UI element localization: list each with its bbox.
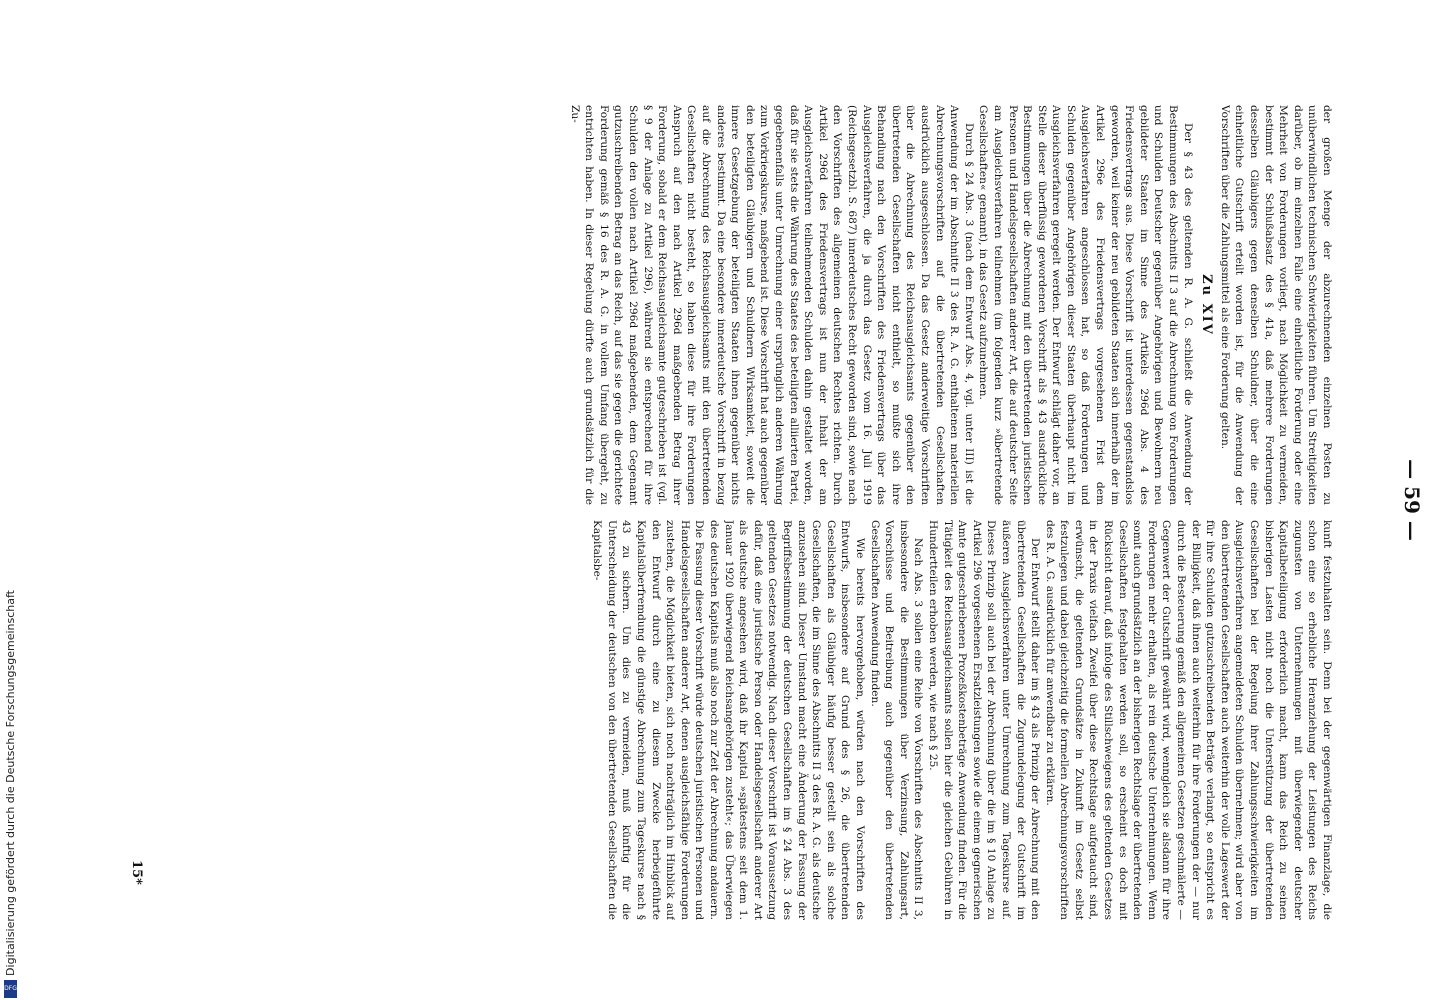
paragraph: Nach Abs. 3 sollen eine Reihe von Vorschriften des Abschnitts II 3, insbesondere die Bestimmungen über Verzinsung, Zahlungsart, Vorschüsse und Beitreibung auch gegenüber den übertretenden Gesellschaften Anwendung finden. (868, 520, 925, 920)
signature-mark: 15* (129, 860, 144, 885)
paragraph: Durch § 24 Abs. 3 (nach dem Entwurf Abs. 4, vgl. unter III) ist die Anwendung der im Abschnitte II 3 des R. A. G. enthaltenen materiellen Abrechnungsvorschriften auf die übertretenden Gesellschaften ausdrücklich ausgeschlossen. Da das Gesetz anderweitige Vorschriften über die Abrechnung des Reichsausgleichsamts gegenüber den übertretenden Gesellschaften nicht enthielt, so mußte sich ihre Behandlung nach den Vorschriften des Friedensvertrags über das Ausgleichsverfahren, die ja durch das Gesetz vom 16. Juli 1919 (Reichsgesetzbl. S. 687) innerdeutsches Recht geworden sind, sowie nach den Vorschriften des allgemeinen deutschen Rechtes richten. Durch Artikel 296d des Friedensvertrags ist nun der Inhalt der am Ausgleichsverfahren teilnehmenden Schulden dahin gestaltet worden, daß für sie stets die Währung des Staates des beteiligten alliierten Partei, gegebenenfalls unter Umrechnung einer ursprünglich anderen Währung zum Vorkriegskurse, maßgebend ist. Diese Vorschrift hat auch gegenüber den beteiligten Gläubigern und Schuldnern Wirksamkeit, soweit die innere Gesetzgebung der beteiligten Staaten ihnen gegenüber nichts anderes bestimmt. Da eine besondere innerdeutsche Vorschrift in bezug auf die Abrechnung des Reichsausgleichsamts mit den übertretenden Gesellschaften nicht besteht, so haben diese für ihre Forderungen Anspruch auf den nach Artikel 296d maßgebenden Betrag ihrer Forderung, sobald er dem Reichsausgleichsamte gutgeschrieben ist (vgl. § 9 der Anlage zu Artikel 296), während sie entsprechend für ihre Schulden den vollen nach Artikel 296d maßgebenden, dem Gegenamt gutzuschreibenden Betrag an das Reich, auf das sie gegen die gerichtete Forderung gemäß § 16 des R. A. G. in vollem Umfang übergeht, zu entrichten haben. In dieser Regelung dürfte auch grundsätzlich für die Zu- (568, 105, 975, 505)
left-column (124, 105, 1334, 505)
paragraph: der großen Menge der abzurechnenden einzelnen Posten zu unüberwindlichen technischen Schwierigkeiten führen. Um Streitigkeiten darüber, ob im einzelnen Falle eine einheitliche Forderung oder eine Mehrheit von Forderungen vorliegt, nach Möglichkeit zu vermeiden, bestimmt der Schlußabsatz des § 41a, daß mehrere Forderungen desselben Gläubigers gegen denselben Schuldner, über die eine einheitliche Gutschrift erteilt worden ist, für die Anwendung der Vorschriften über die Zahlungsmittel als eine Forderung gelten. (1218, 105, 1333, 505)
dfg-logo-icon: DFG (4, 980, 17, 998)
paragraph: kunft festzuhalten sein. Denn bei der gegenwärtigen Finanzlage, die schon eine so erhebliche Heranziehung der Leistungen des Reichs zugunsten von Unternehmungen mit überwiegender deutscher Kapitalbeteiligung erforderlich macht, kann das Reich zu seinen bisherigen Lasten nicht noch die Unterstützung der übertretenden Gesellschaften bei der Regelung ihrer Zahlungsschwierigkeiten im Ausgleichsverfahren angemeldeten Schulden übernehmen; wird aber von den übertretenden Gesellschaften auch weiterhin der volle Lageswert der für ihre Schulden gutzuschreibenden Beträge verlangt, so entspricht es der Billigkeit, daß ihnen auch weiterhin für ihre Forderungen der — nur durch die Besteuerung gemäß den allgemeinen Gesetzen geschmälerte — Gegenwert der Gutschrift gewährt wird, wenngleich sie alsdann für ihre Forderungen mehr erhalten, als rein deutsche Unternehmungen. Wenn somit auch grundsätzlich an der bisherigen Rechtslage der übertretenden Gesellschaften festgehalten werden soll, so erscheint es doch mit Rücksicht darauf, daß infolge des Stillschweigens des geltenden Gesetzes in der Praxis vielfach Zweifel über diese Rechtslage aufgetaucht sind, erwünscht, die geltenden Grundsätze in Zukunft im Gesetz selbst festzulegen und dabei gleichzeitig die formellen Abrechnungsvorschriften des R. A. G. ausdrücklich für anwendbar zu erklären. (1043, 520, 1333, 920)
right-column (124, 520, 1334, 920)
paragraph: Der § 43 des geltenden R. A. G. schließt die Anwendung der Bestimmungen des Abschnitts II 3 auf die Abrechnung von Forderungen und Schulden Deutscher gegenüber Angehörigen und Bewohnern neu gebildeter Staaten im Sinne des Artikels 296d Abs. 4 des Friedensvertrags aus. Diese Vorschrift ist unterdessen gegenstandslos geworden, weil keiner der neu gebildeten Staaten sich innerhalb der im Artikel 296e des Friedensvertrags vorgesehenen Frist dem Ausgleichsverfahren angeschlossen hat, so daß Forderungen und Schulden gegenüber Angehörigen dieser Staaten überhaupt nicht im Ausgleichsverfahren geregelt werden. Der Entwurf schlägt daher vor, an Stelle dieser überflüssig gewordenen Vorschrift als § 43 ausdrückliche Bestimmungen über die Abrechnung mit den übertretenden juristischen Personen und Handelsgesellschaften anderer Art, die auf deutscher Seite am Ausgleichsverfahren teilnehmen (im folgenden kurz »übertretende Gesellschaften« genannt), in das Gesetz aufzunehmen. (977, 105, 1194, 505)
page-number: — 59 — (1400, 459, 1424, 541)
digitization-credit: Digitalisierung gefördert durch die Deutsche Forschungsgemeinschaft (4, 590, 17, 976)
section-heading: Zu XIV (1199, 274, 1215, 336)
paragraph: Der Entwurf stellt daher im § 43 als Prinzip der Abrechnung mit den übertretenden Gesellschaften die Zugrundelegung der Gutschrift im äußeren Ausgleichsverfahren unter Umrechnung zum Tageskurse auf. Dieses Prinzip soll auch bei der Abrechnung über die im § 10 Anlage zu Artikel 296 vorgesehenen Ersatzleistungen sowie die einem gegnerischen Amte gutgeschriebenen Prozeßkostenbeträge Anwendung finden. Für die Tätigkeit des Reichsausgleichsamts sollen hier die gleichen Gebühren in Hundertteilen erhoben werden, wie nach § 25. (926, 520, 1042, 920)
paragraph: Wie bereits hervorgehoben, würden nach den Vorschriften des Entwurfs, insbesondere auf Grund des § 26, die übertretenden Gesellschaften als Gläubiger häufig besser gestellt sein als solche Gesellschaften, die im Sinne des Abschnitts II 3 des R. A. G. als deutsche anzusehen sind. Dieser Umstand macht eine Änderung der Fassung der Begriffsbestimmung der deutschen Gesellschaften im § 24 Abs. 3 des geltenden Gesetzes notwendig. Nach dieser Vorschrift ist Voraussetzung dafür, daß eine juristische Person oder Handelsgesellschaft anderer Art als deutsche angesehen wird, daß ihr Kapital »spätestens seit dem 1. Januar 1920 überwiegend Reichsangehörigen zusteht«; das Überwiegen des deutschen Kapitals muß also noch zur Zeit der Abrechnung andauern. Die Fassung dieser Vorschrift würde deutschen juristischen Personen und Handelsgesellschaften anderer Art, denen ausgleichsfähige Forderungen zustehen, die Möglichkeit bieten, sich noch nachträglich im Hinblick auf den Entwurf durch eine zu diesem Zwecke herbeigeführte Kapitalsüberfremdung die günstige Abrechnung zum Tageskurse nach § 43 zu sichern. Um dies zu vermeiden, muß künftig für die Unterscheidung der deutschen von den übertretenden Gesellschaften die Kapitalsbe- (591, 520, 866, 920)
